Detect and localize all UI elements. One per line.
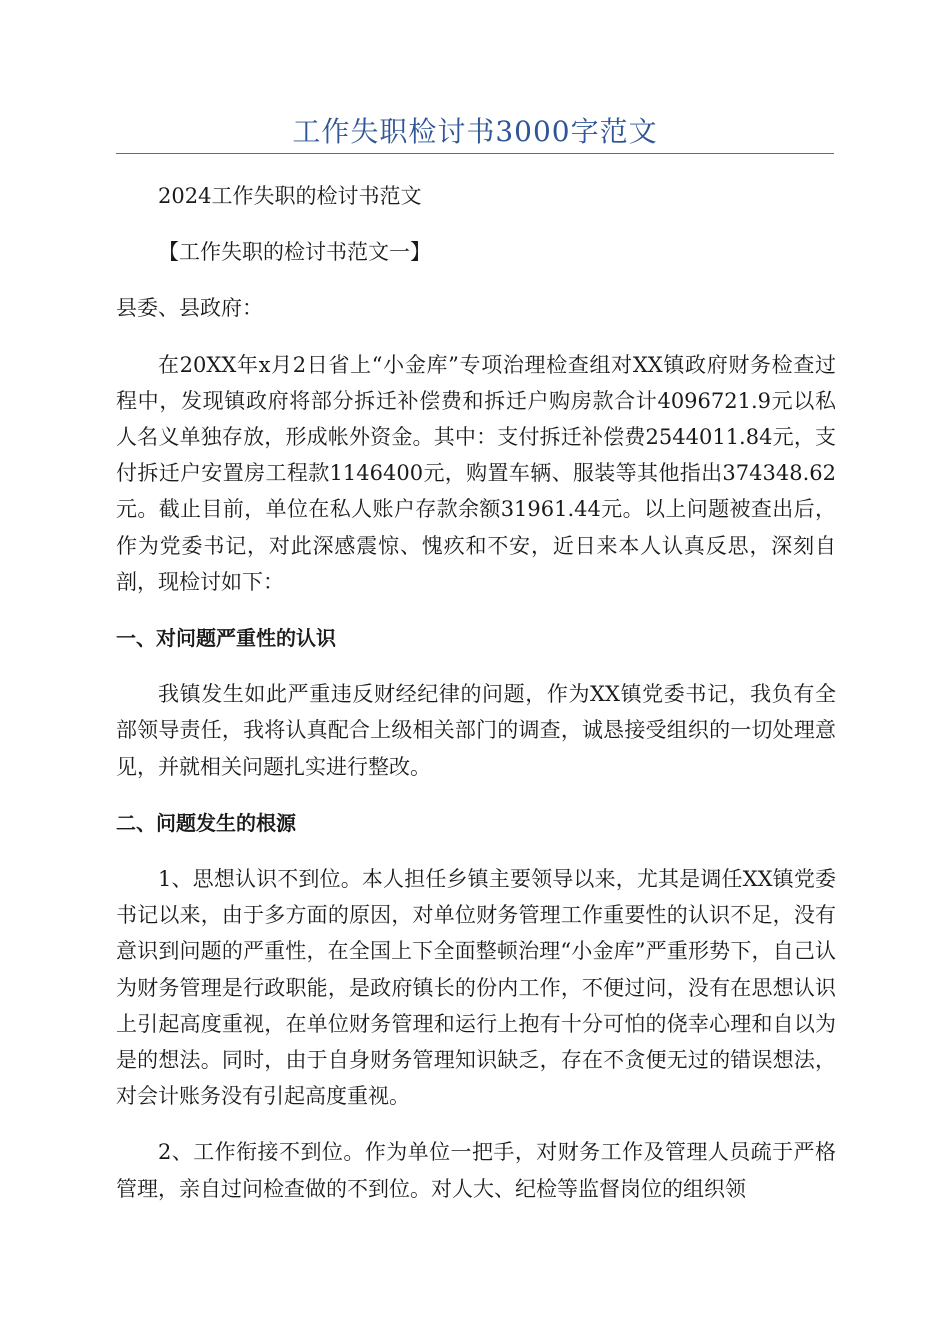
point-1-paragraph: 1、思想认识不到位。本人担任乡镇主要领导以来，尤其是调任XX镇党委书记以来，由于多方面的原因，对单位财务管理工作重要性的认识不足，没有意识到问题的严重性，在全国上下全面整顿治理“小金库”严重形势下，自己认为财务管理是行政职能，是政府镇长的份内工作，不便过问，没有在思想认识上引起高度重视，在单位财务管理和运行上抱有十分可怕的侥幸心理和自以为是的想法。同时，由于自身财务管理知识缺乏，存在不贪便无过的错误想法，对会计账务没有引起高度重视。: [116, 867, 836, 1109]
intro-paragraph: 在20XX年x月2日省上“小金库”专项治理检查组对XX镇政府财务检查过程中，发现镇政府将部分拆迁补偿费和拆迁户购房款合计4096721.9元以私人名义单独存放，形成帐外资金。其中：支付拆迁补偿费2544011.84元，支付拆迁户安置房工程款1146400元，购置车辆、服装等其他指出374348.62元。截止目前，单位在私人账户存款余额31961.44元。以上问题被查出后，作为党委书记，对此深感震惊、愧疚和不安，近日来本人认真反思，深刻自剖，现检讨如下：: [116, 352, 836, 594]
salutation: 县委、县政府：: [116, 296, 263, 321]
section-heading-2: 二、问题发生的根源: [116, 810, 296, 835]
section-1-paragraph: 我镇发生如此严重违反财经纪律的问题，作为XX镇党委书记，我负有全部领导责任，我将认真配合上级相关部门的调查，诚恳接受组织的一切处理意见，并就相关问题扎实进行整改。: [116, 682, 836, 779]
title-underline: [116, 153, 834, 154]
document-body: [116, 178, 836, 1227]
section-marker: 【工作失职的检讨书范文一】: [158, 240, 431, 265]
document-title: 工作失职检讨书3000字范文: [292, 115, 658, 148]
document-subtitle: 2024工作失职的检讨书范文: [158, 184, 422, 208]
point-2-paragraph: 2、工作衔接不到位。作为单位一把手，对财务工作及管理人员疏于严格管理，亲自过问检查做的不到位。对人大、纪检等监督岗位的组织领: [116, 1140, 836, 1201]
section-heading-1: 一、对问题严重性的认识: [116, 626, 336, 651]
